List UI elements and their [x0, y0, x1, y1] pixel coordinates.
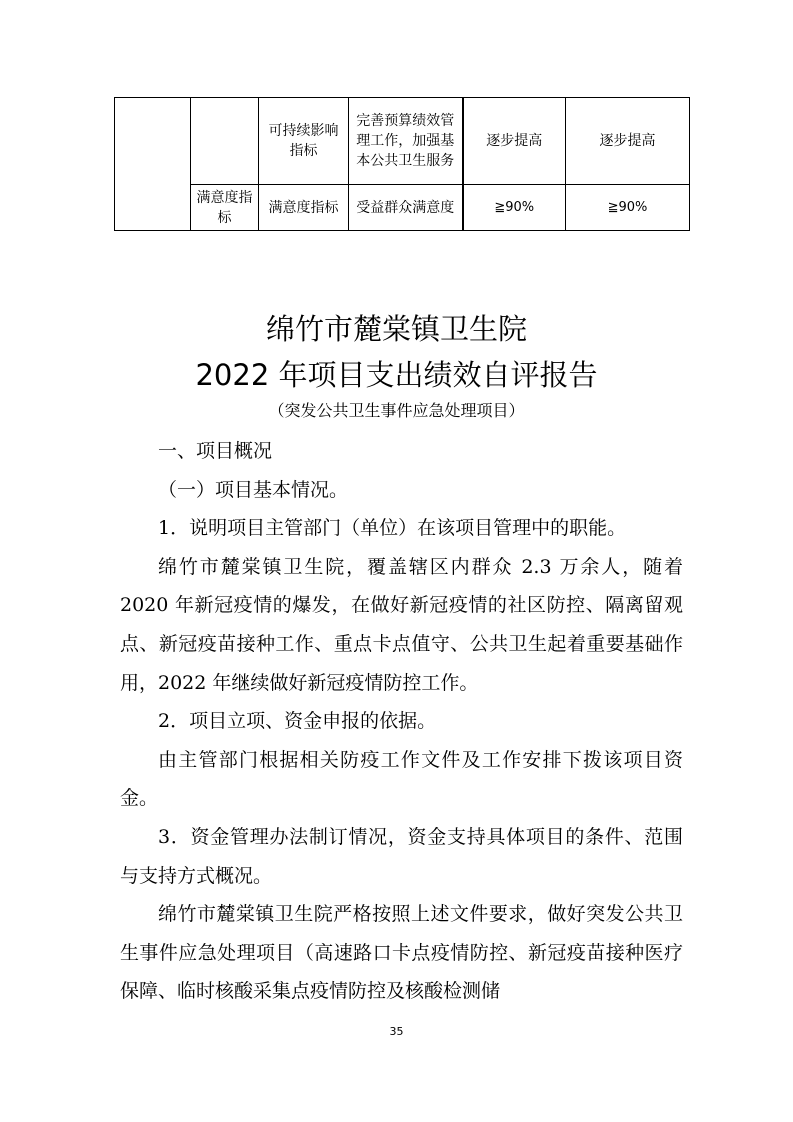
table-cell: 可持续影响指标	[259, 98, 349, 185]
table-cell: 逐步提高	[463, 98, 566, 185]
table-cell: 受益群众满意度	[349, 185, 463, 231]
table-cell: 完善预算绩效管理工作，加强基本公共卫生服务	[349, 98, 463, 185]
table-cell: 满意度指标	[191, 185, 259, 231]
report-title-line2: 2022 年项目支出绩效自评报告	[195, 358, 598, 392]
report-subtitle: （突发公共卫生事件应急处理项目）	[268, 401, 525, 420]
page-number: 35	[389, 1025, 404, 1038]
table-cell	[115, 98, 191, 231]
table-cell: 满意度指标	[259, 185, 349, 231]
item-heading: 3．资金管理办法制订情况，资金支持具体项目的条件、范围与支持方式概况。	[120, 825, 683, 887]
table-cell: 逐步提高	[566, 98, 690, 185]
report-title-line1: 绵竹市麓棠镇卫生院	[265, 312, 527, 346]
table-cell: ≧90%	[463, 185, 566, 231]
body-paragraph: 绵竹市麓棠镇卫生院，覆盖辖区内群众 2.3 万余人，随着 2020 年新冠疫情的爆发，在做好新冠疫情的社区防控、隔离留观点、新冠疫苗接种工作、重点卡点值守、公共卫生起着重要基础作用，2022 年继续做好新冠疫情防控工作。	[120, 555, 683, 694]
report-body	[120, 432, 683, 1011]
table-row	[115, 98, 690, 185]
body-paragraph: 绵竹市麓棠镇卫生院严格按照上述文件要求，做好突发公共卫生事件应急处理项目（高速路口卡点疫情防控、新冠疫苗接种医疗保障、临时核酸采集点疫情防控及核酸检测储	[120, 903, 683, 1003]
item-heading: 1．说明项目主管部门（单位）在该项目管理中的职能。	[158, 517, 627, 540]
subsection-heading: （一）项目基本情况。	[158, 478, 349, 501]
table-row	[115, 185, 690, 231]
table-cell	[191, 98, 259, 185]
item-heading: 2．项目立项、资金申报的依据。	[158, 710, 437, 733]
performance-table	[114, 97, 690, 231]
table-cell: ≧90%	[566, 185, 690, 231]
section-heading: 一、项目概况	[158, 440, 273, 462]
body-paragraph: 由主管部门根据相关防疫工作文件及工作安排下拨该项目资金。	[120, 748, 683, 810]
